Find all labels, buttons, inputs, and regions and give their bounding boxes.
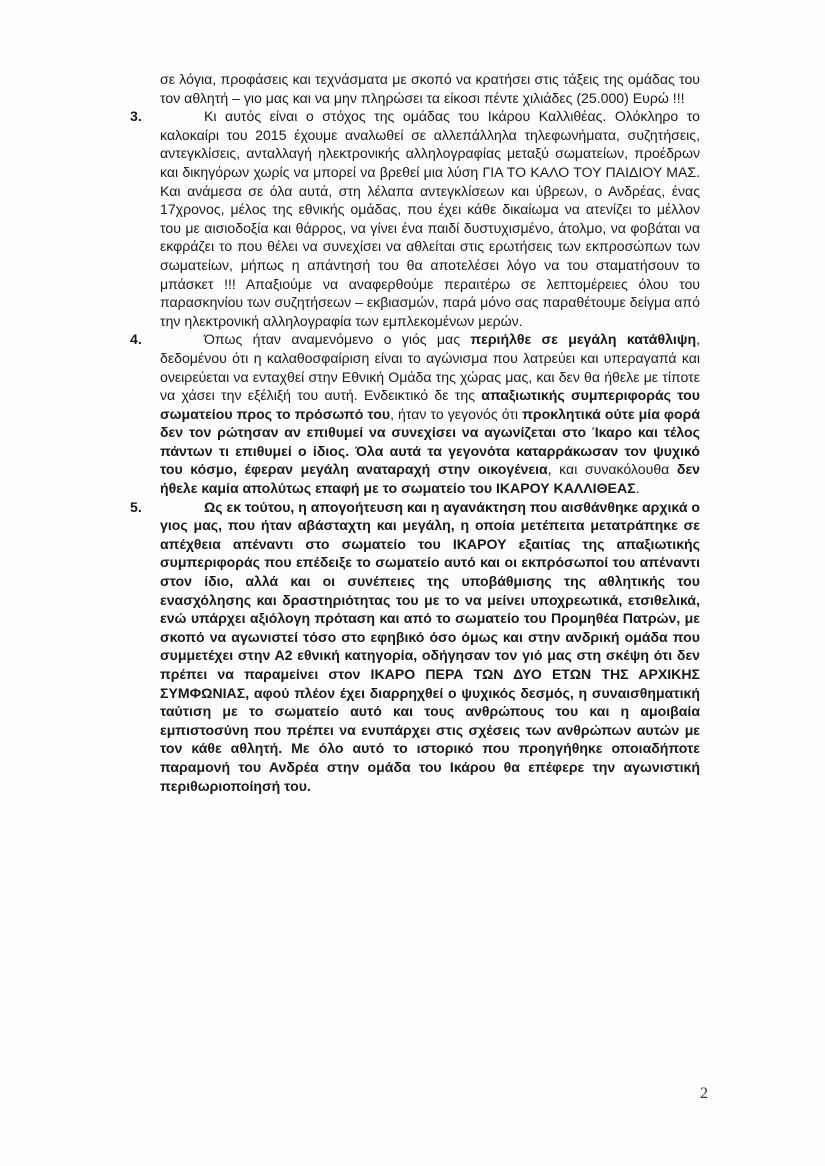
list-item-3	[130, 107, 700, 330]
item-number: 3.	[130, 108, 142, 125]
item-text: Όπως ήταν αναμενόμενο ο γιός μας περιήλθε σε μεγάλη κατάθλιψη, δεδομένου ότι η καλαθοσφαίριση είναι το αγώνισμα που λατρεύει και υπεραγαπά και ονειρεύεται να ενταχθεί στην Εθνική Ομάδα της χώρας μας, και δεν θα ήθελε με τίποτε να χάσει την εξέλιξή του αυτή. Ενδεικτικό δε της απαξιωτικής συμπεριφοράς του σωματείου προς το πρόσωπό του, ήταν το γεγονός ότι προκλητικά ούτε μία φορά δεν τον ρώτησαν αν επιθυμεί να συνεχίσει να αγωνίζεται στο Ίκαρο και τέλος πάντων τι επιθυμεί ο ίδιος. Όλα αυτά τα γεγονότα καταρράκωσαν τον ψυχικό του κόσμο, έφεραν μεγάλη αναταραχή στην οικογένεια, και συνακόλουθα δεν ήθελε καμία απολύτως επαφή με το σωματείο του ΙΚΑΡΟΥ ΚΑΛΛΙΘΕΑΣ.	[160, 331, 700, 497]
document-body	[130, 70, 700, 795]
intro-paragraph: σε λόγια, προφάσεις και τεχνάσματα με σκοπό να κρατήσει στις τάξεις της ομάδας του τον αθλητή – γιο μας και να μην πληρώσει τα είκοσι πέντε χιλιάδες (25.000) Ευρώ !!!	[160, 71, 700, 106]
item-text: Κι αυτός είναι ο στόχος της ομάδας του Ικάρου Καλλιθέας. Ολόκληρο το καλοκαίρι του 2015 έχουμε αναλωθεί σε αλλεπάλληλα τηλεφωνήματα, συζητήσεις, αντεγκλίσεις, ανταλλαγή ηλεκτρονικής αλληλογραφίας μεταξύ σωματείων, προέδρων και δικηγόρων χωρίς να μπορεί να βρεθεί μια λύση ΓΙΑ ΤΟ ΚΑΛΟ ΤΟΥ ΠΑΙΔΙΟΥ ΜΑΣ. Και ανάμεσα σε όλα αυτά, στη λέλαπα αντεγκλίσεων και ύβρεων, ο Ανδρέας, ένας 17χρονος, μέλος της εθνικής ομάδας, που έχει κάθε δικαίωμα να ατενίζει το μέλλον του με αισιοδοξία και θάρρος, να γίνει ένα παιδί δυστυχισμένο, άτολμο, να φοβάται να εκφράζει το που θέλει να συνεχίσει να αθλείται στις ερωτήσεις των εκπροσώπων των σωματείων, μήπως η απάντησή του θα αποτελέσει λόγο να του σταματήσουν το μπάσκετ !!! Απαξιούμε να αναφερθούμε περαιτέρω σε λεπτομέρειες όλου του παρασκηνίου των συζητήσεων – εκβιασμών, παρά μόνο σας παραθέτουμε δείγμα από την ηλεκτρονική αλληλογραφία των εμπλεκομένων μερών.	[160, 108, 700, 329]
page-number: 2	[700, 1085, 708, 1102]
list-item-4	[130, 330, 700, 497]
item-number: 5.	[130, 498, 142, 515]
item-text: Ως εκ τούτου, η απογοήτευση και η αγανάκτηση που αισθάνθηκε αρχικά ο γιος μας, που ήταν αβάσταχτη και μεγάλη, η οποία μετέπειτα μετατράπηκε σε απέχθεια απέναντι στο σωματείο του ΙΚΑΡΟΥ εξαιτίας της απαξιωτικής συμπεριφοράς που επέδειξε το σωματείο αυτό και οι εκπρόσωποί του απέναντι στον ίδιο, αλλά και οι συνέπειες της υποβάθμισης της αθλητικής του ενασχόλησης και δραστηριότητας του με το να μείνει υποχρεωτικά, ετσιθελικά, ενώ υπάρχει αξιόλογη πρόταση και από το σωματείο του Προμηθέα Πατρών, με σκοπό να αγωνιστεί τόσο στο εφηβικό όσο όμως και στην ανδρική ομάδα που συμμετέχει στην Α2 εθνική κατηγορία, οδήγησαν τον γιό μας στη σκέψη ότι δεν πρέπει να παραμείνει στον ΙΚΑΡΟ ΠΕΡΑ ΤΩΝ ΔΥΟ ΕΤΩΝ ΤΗΣ ΑΡΧΙΚΗΣ ΣΥΜΦΩΝΙΑΣ, αφού πλέον έχει διαρρηχθεί ο ψυχικός δεσμός, η συναισθηματική ταύτιση με το σωματείο αυτό και τους ανθρώπους του και η αμοιβαία εμπιστοσύνη που πρέπει να ενυπάρχει στις σχέσεις των ανθρώπων αυτών με τον κάθε αθλητή. Με όλο αυτό το ιστορικό που προηγήθηκε οποιαδήποτε παραμονή του Ανδρέα στην ομάδα του Ικάρου θα επέφερε την αγωνιστική περιθωριοποίησή του.	[160, 498, 701, 794]
item-number: 4.	[130, 331, 142, 348]
list-item-5	[130, 498, 701, 796]
